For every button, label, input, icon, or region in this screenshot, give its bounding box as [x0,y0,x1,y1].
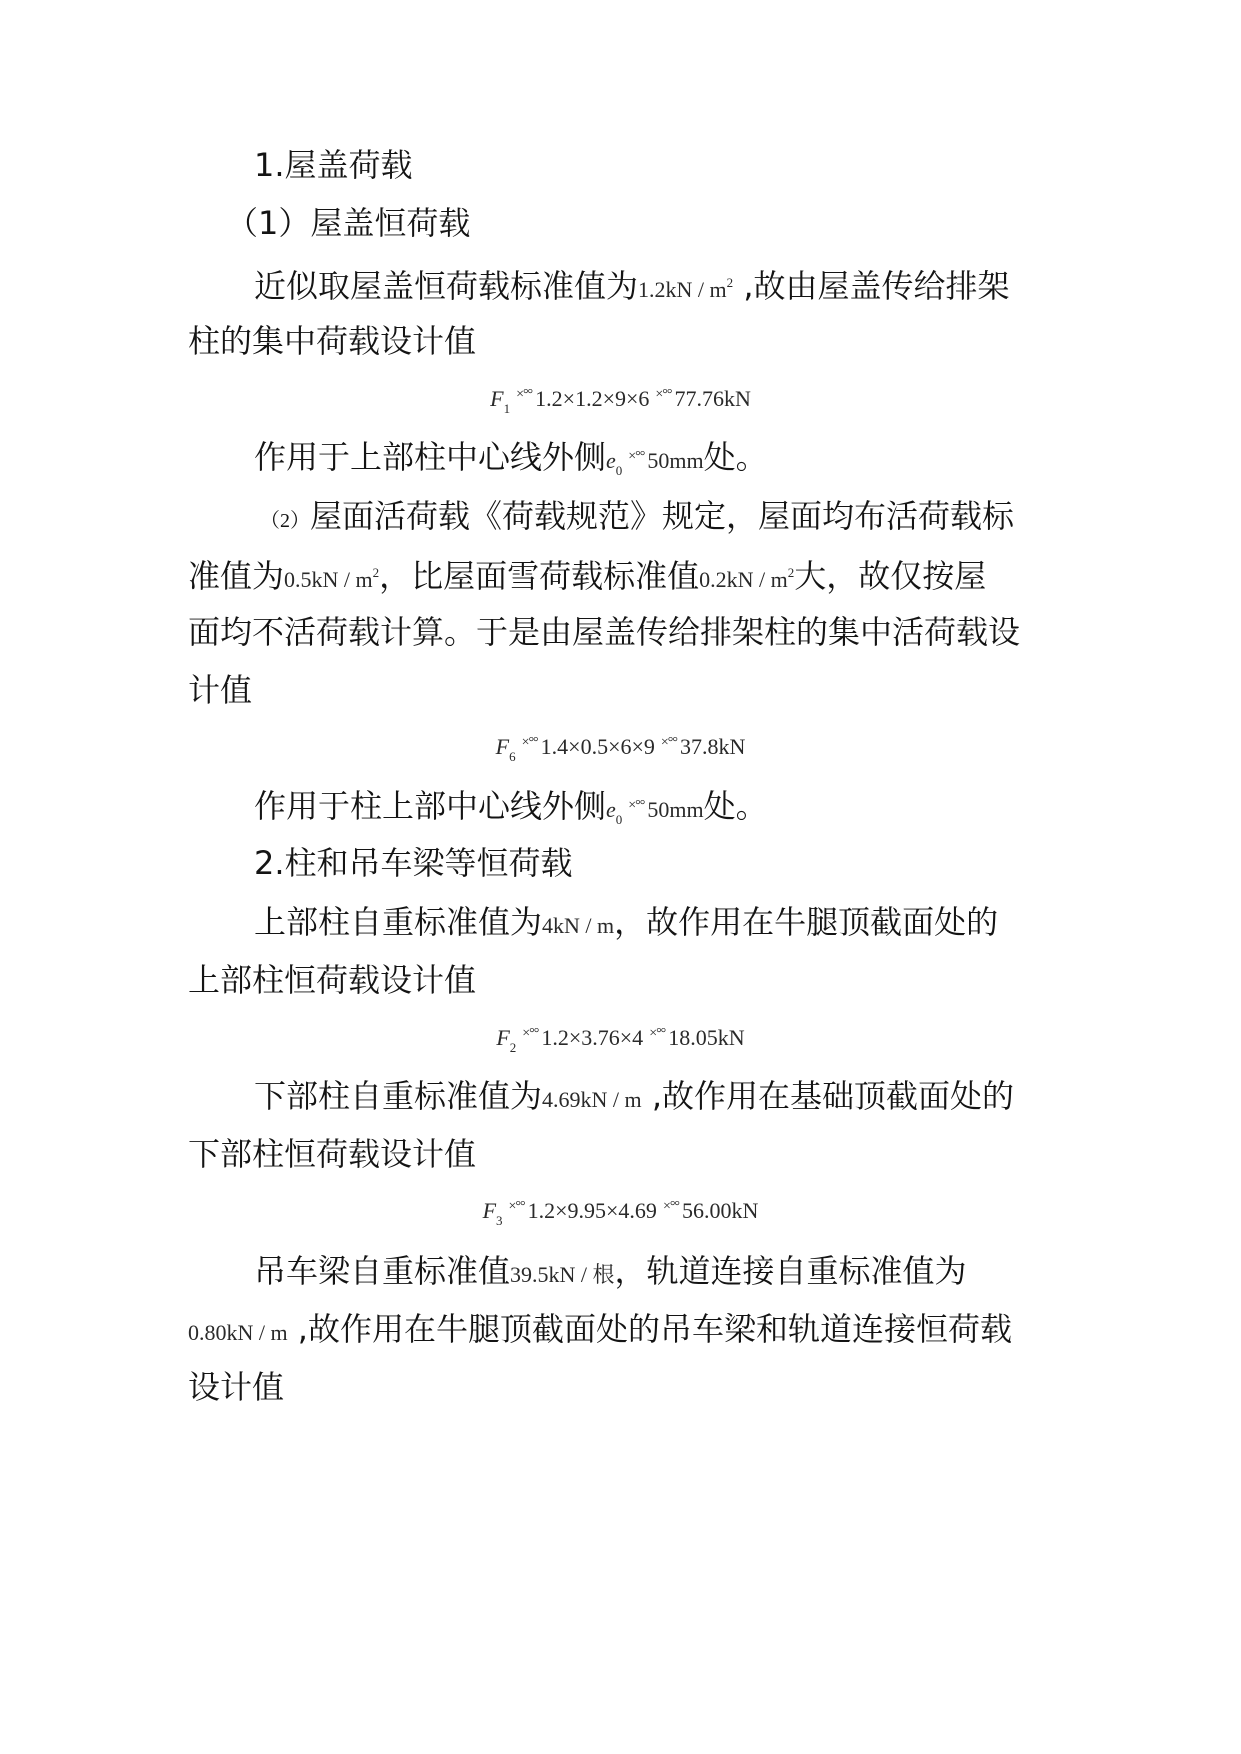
math-value: $0.5kN / m^2$ [284,565,380,592]
text: ,故由屋盖传给排架 [733,267,1010,305]
paragraph-line: 准值为$0.5kN / m^2$，比屋面雪荷载标准值$0.2kN / m^2$大，故仅按屋 [188,557,987,595]
paragraph-action-point-1: 作用于上部柱中心线外侧$e_0^{\times^\circ^\circ}$ 50mm处。 [254,438,768,478]
subheading-roof-dead-load: （1）屋盖恒荷载 [226,204,471,242]
paragraph-line: 柱的集中荷载设计值 [188,322,477,360]
math-value: 4.69kN / m [542,1087,642,1112]
paragraph-line: 上部柱恒荷载设计值 [188,961,477,999]
section-heading-roof-load: 1.屋盖荷载 [254,146,413,184]
paragraph-lower-column: 下部柱自重标准值为4.69kN / m ,故作用在基础顶截面处的 [254,1077,1014,1115]
paragraph-line: 设计值 [188,1368,285,1406]
equation-f2: $F_2^{\times^\circ^\circ}$ 1.2×3.76×4 ×°° 18.05kN [496,1025,745,1055]
equation-f1: $F_1^{\times^\circ^\circ}$ 1.2×1.2×9×6 ×°° 77.76kN [490,386,751,416]
paragraph-line: 下部柱恒荷载设计值 [188,1135,477,1173]
math-eccentricity: $e_0^{\times^\circ^\circ}$ 50mm [606,448,704,478]
math-value: 39.5kN / 根 [510,1262,615,1287]
math-value: $1.2kN / m^2$ [638,275,734,302]
paragraph-line: 0.80kN / m ,故作用在牛腿顶截面处的吊车梁和轨道连接恒荷载 [188,1310,1012,1348]
paragraph-roof-dead-load [254,263,1010,310]
math-value: $0.2kN / m^2$ [699,565,795,592]
paragraph-line: 计值 [188,671,253,709]
text: 近似取屋盖恒荷载标准值为 [254,267,639,305]
equation-f6: $F_6^{\times^\circ^\circ}$ 1.4×0.5×6×9 ×°° 37.8kN [495,734,746,764]
paragraph-roof-live-load: （2）屋面活荷载《荷载规范》规定，屋面均布活荷载标 [260,497,1015,535]
paragraph-upper-column: 上部柱自重标准值为4kN / m，故作用在牛腿顶截面处的 [254,903,999,941]
equation-f3: $F_3^{\times^\circ^\circ}$ 1.2×9.95×4.69 ×°° 56.00kN [482,1198,759,1228]
math-value: 4kN / m [542,913,615,938]
paragraph-action-point-2: 作用于柱上部中心线外侧$e_0^{\times^\circ^\circ}$ 50mm处。 [254,787,768,827]
paragraph-crane-beam: 吊车梁自重标准值39.5kN / 根，轨道连接自重标准值为 [254,1252,967,1290]
math-value: 0.80kN / m [188,1320,288,1345]
math-eccentricity: $e_0^{\times^\circ^\circ}$ 50mm [606,797,704,827]
item-number: （2） [260,510,310,532]
section-heading-column-dead-load: 2.柱和吊车梁等恒荷载 [254,844,573,882]
paragraph-line: 面均不活荷载计算。于是由屋盖传给排架柱的集中活荷载设 [188,613,1021,651]
